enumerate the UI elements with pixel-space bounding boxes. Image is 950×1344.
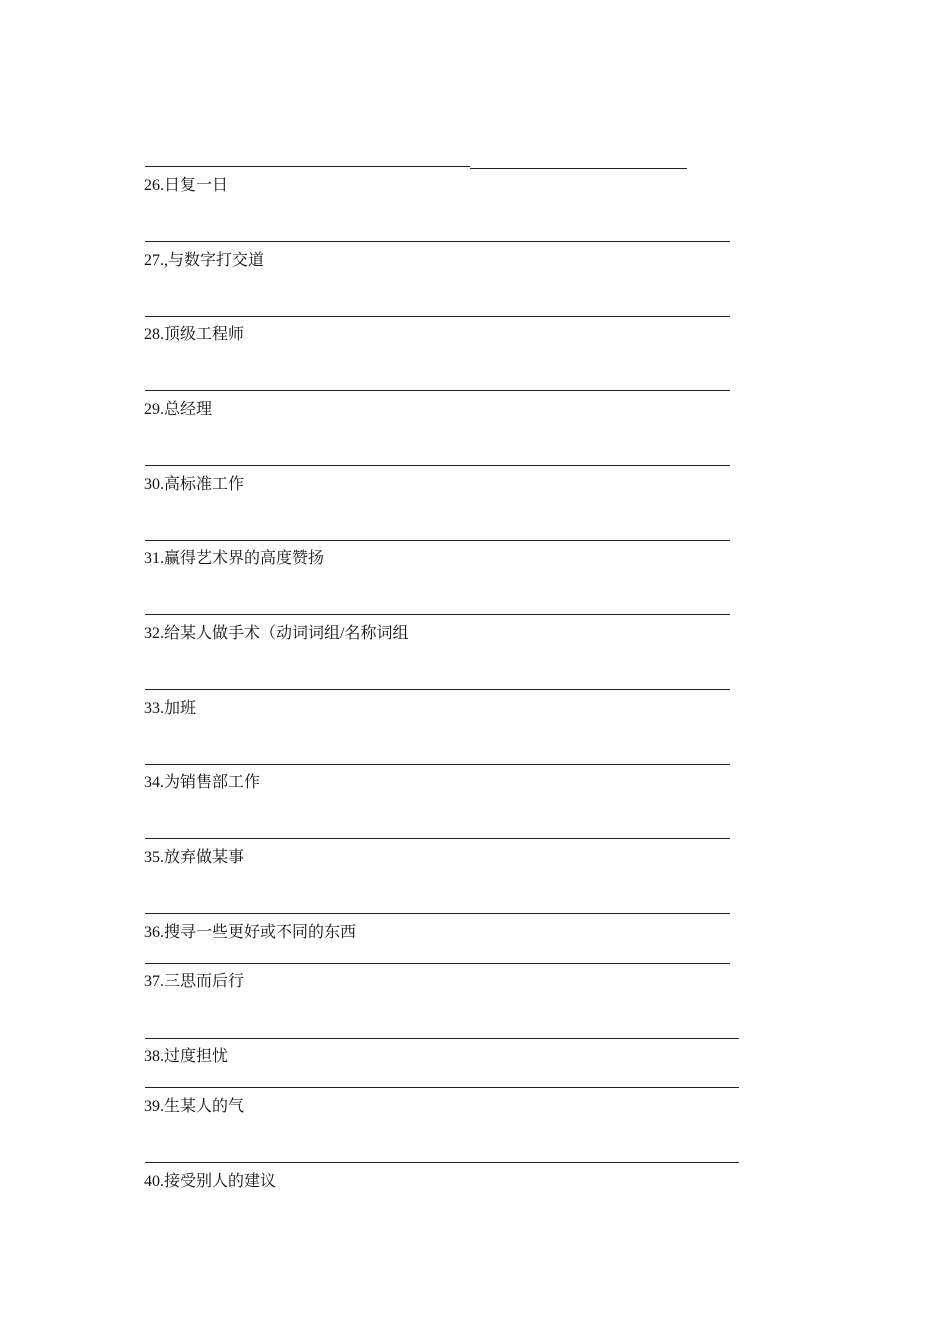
answer-line[interactable] <box>145 390 730 391</box>
exercise-item: 38.过度担忧 <box>144 1048 229 1065</box>
answer-line[interactable] <box>145 963 730 964</box>
answer-line[interactable] <box>145 614 730 615</box>
exercise-item: 27.,与数字打交道 <box>144 252 265 269</box>
answer-line[interactable] <box>145 1087 739 1088</box>
exercise-item: 33.加班 <box>144 700 197 717</box>
exercise-item: 32.给某人做手术（动词词组/名称词组 <box>144 625 409 642</box>
exercise-item: 30.高标准工作 <box>144 476 245 493</box>
exercise-item: 31.赢得艺术界的高度赞扬 <box>144 550 325 567</box>
answer-line[interactable] <box>145 166 470 167</box>
answer-line[interactable] <box>145 540 730 541</box>
answer-line[interactable] <box>145 764 730 765</box>
answer-line[interactable] <box>470 168 687 169</box>
answer-line[interactable] <box>145 1162 739 1163</box>
answer-line[interactable] <box>145 241 730 242</box>
exercise-item: 29.总经理 <box>144 401 213 418</box>
answer-line[interactable] <box>145 465 730 466</box>
answer-line[interactable] <box>145 913 730 914</box>
exercise-item: 28.顶级工程师 <box>144 326 245 343</box>
answer-line[interactable] <box>145 316 730 317</box>
answer-line[interactable] <box>145 1038 739 1039</box>
exercise-item: 26.日复一日 <box>144 177 229 194</box>
answer-line[interactable] <box>145 689 730 690</box>
exercise-item: 35.放弃做某事 <box>144 849 245 866</box>
exercise-item: 34.为销售部工作 <box>144 774 261 791</box>
exercise-item: 39.生某人的气 <box>144 1098 245 1115</box>
exercise-item: 40.接受别人的建议 <box>144 1173 277 1190</box>
answer-line[interactable] <box>145 838 730 839</box>
exercise-item: 37.三思而后行 <box>144 973 245 990</box>
exercise-item: 36.搜寻一些更好或不同的东西 <box>144 924 357 941</box>
